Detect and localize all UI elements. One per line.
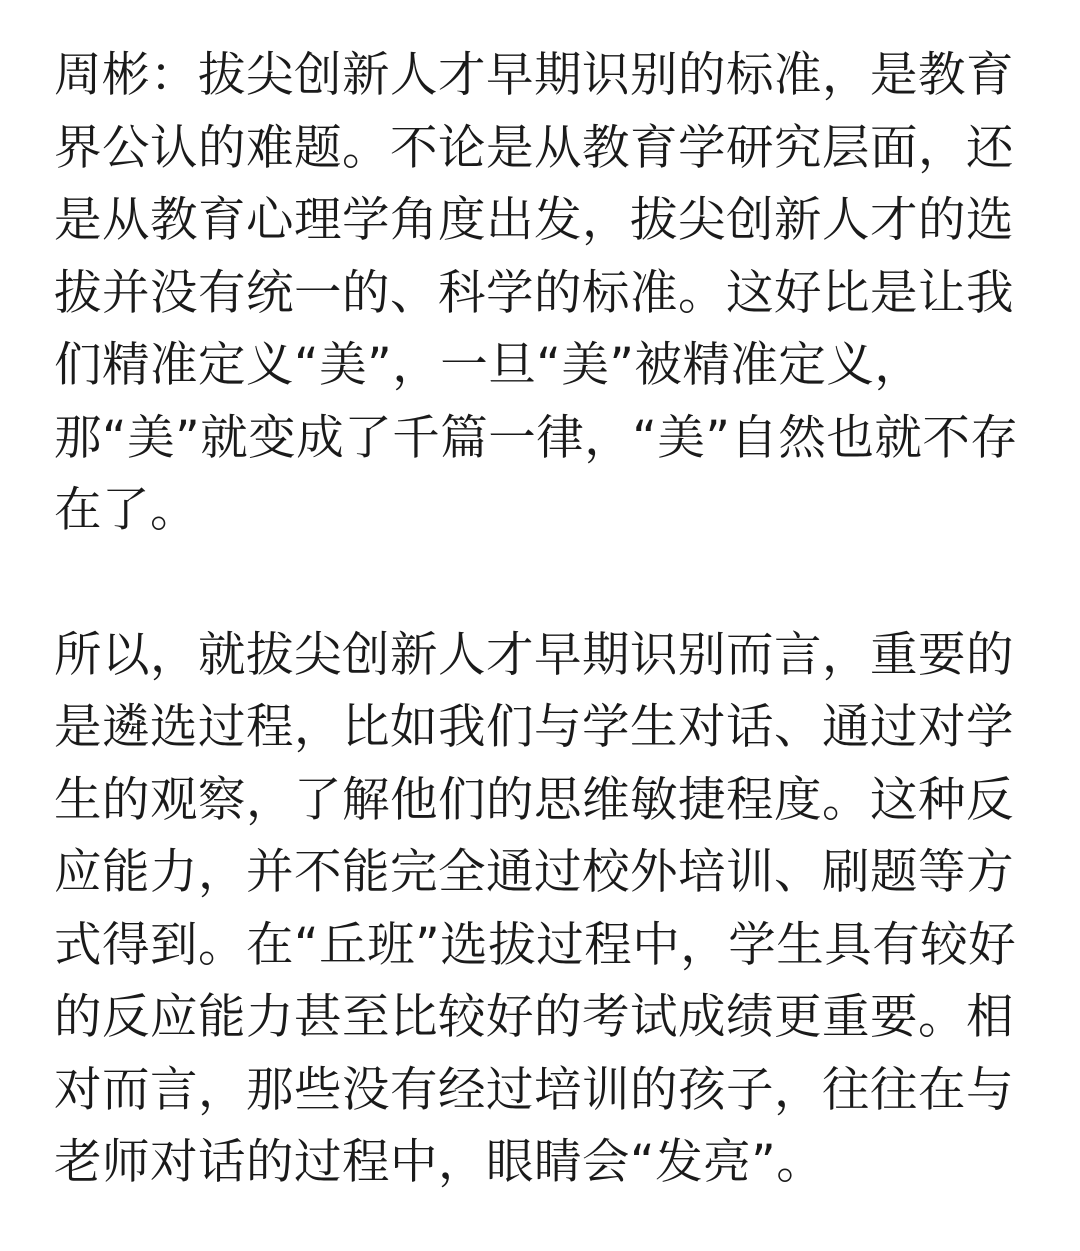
paragraph-1: 周彬：拔尖创新人才早期识别的标准，是教育界公认的难题。不论是从教育学研究层面，还是从教育心理学角度出发，拔尖创新人才的选拔并没有统一的、科学的标准。这好比是让我们精准定义“美”，一旦“美”被精准定义，那“美”就变成了千篇一律，“美”自然也就不存在了。 — [54, 48, 1019, 538]
article-body — [54, 40, 1029, 1200]
paragraph-2: 所以，就拔尖创新人才早期识别而言，重要的是遴选过程，比如我们与学生对话、通过对学生的观察，了解他们的思维敏捷程度。这种反应能力，并不能完全通过校外培训、刷题等方式得到。在“丘班”选拔过程中，学生具有较好的反应能力甚至比较好的考试成绩更重要。相对而言，那些没有经过培训的孩子，往往在与老师对话的过程中，眼睛会“发亮”。 — [54, 627, 1017, 1190]
